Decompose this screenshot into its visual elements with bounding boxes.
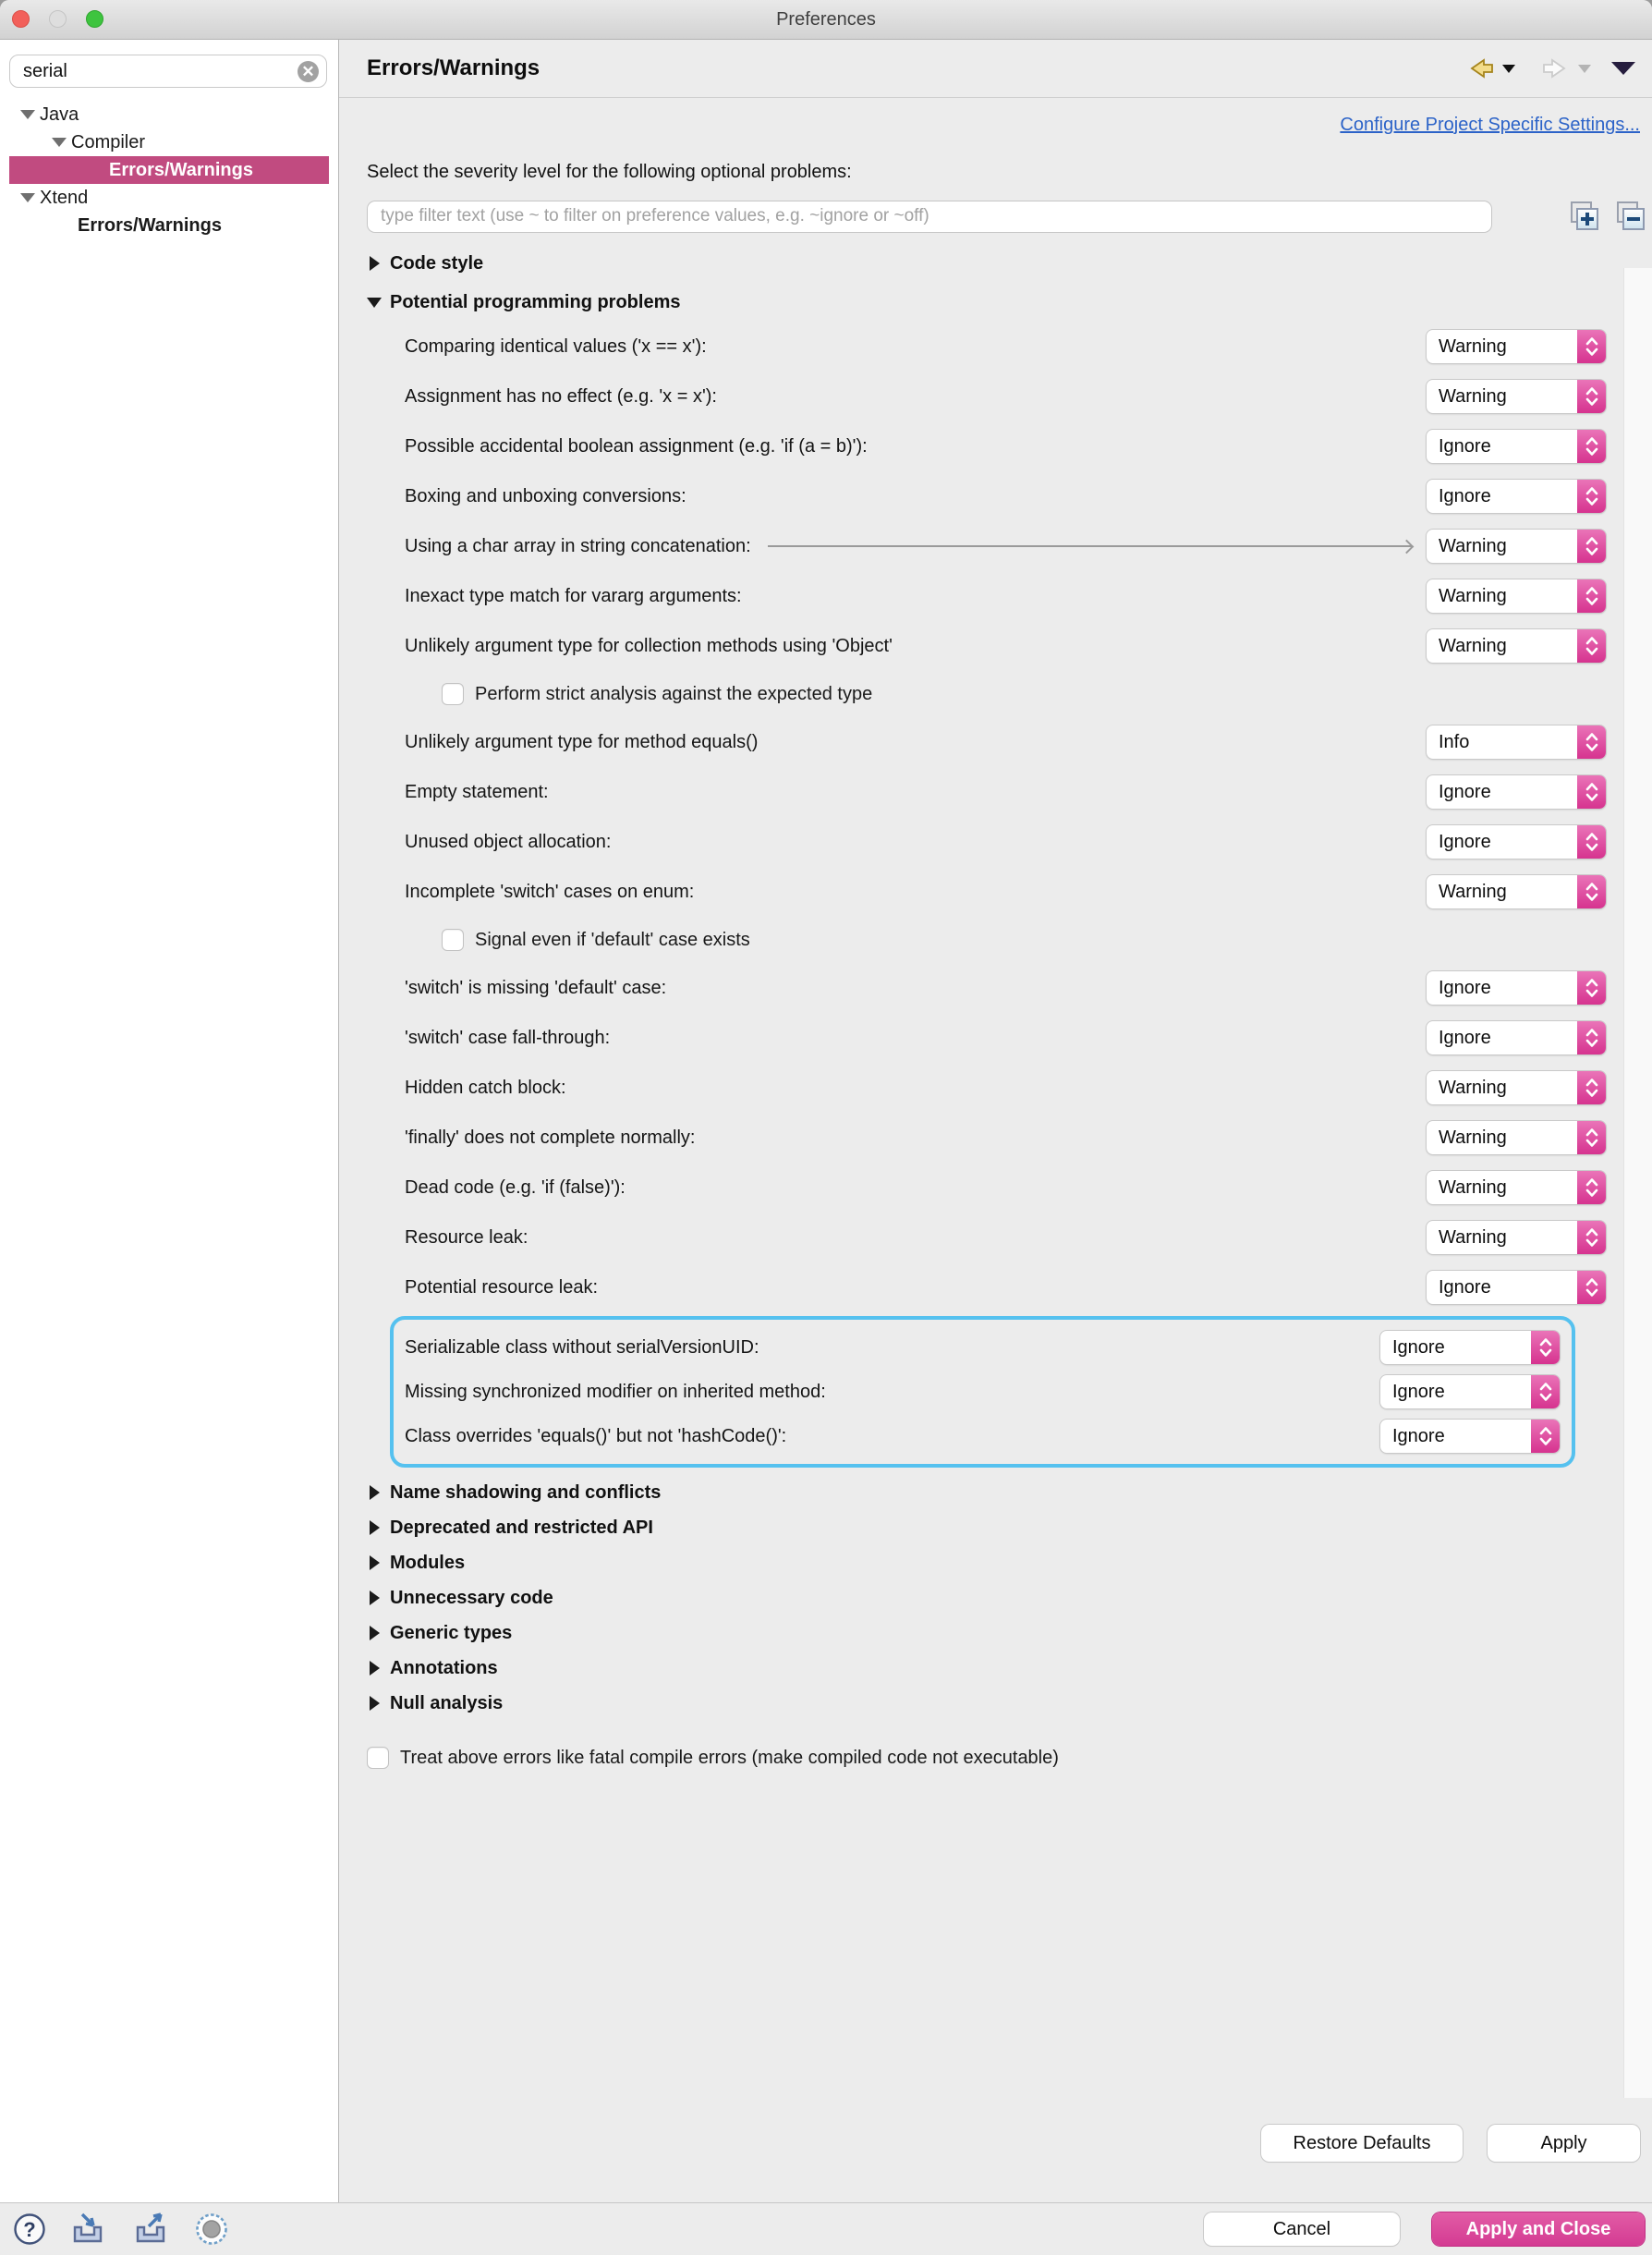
cancel-button[interactable]: Cancel [1204, 2212, 1400, 2246]
dropdown-stepper-icon [1577, 579, 1606, 613]
tree-item-label: Errors/Warnings [78, 214, 222, 236]
vertical-scrollbar[interactable] [1623, 268, 1652, 2098]
severity-row [367, 717, 1606, 767]
severity-dropdown[interactable] [1427, 629, 1606, 663]
tree-item-java[interactable] [9, 101, 329, 128]
forward-arrow-icon[interactable] [1541, 56, 1571, 80]
dropdown-stepper-icon [1577, 1271, 1606, 1304]
svg-text:?: ? [23, 2218, 36, 2241]
collapsed-twistie-icon [370, 1626, 380, 1640]
severity-value: Warning [1439, 535, 1507, 556]
problem-label: Class overrides 'equals()' but not 'hashCode()': [405, 1425, 787, 1446]
back-history-dropdown-icon[interactable] [1502, 65, 1515, 73]
severity-value: Info [1439, 731, 1470, 752]
severity-value: Ignore [1439, 831, 1491, 852]
severity-dropdown[interactable] [1427, 825, 1606, 859]
problem-label: Hidden catch block: [405, 1077, 566, 1098]
problem-label: 'switch' is missing 'default' case: [405, 977, 667, 998]
section-header[interactable] [367, 1580, 1606, 1615]
severity-dropdown[interactable] [1427, 380, 1606, 413]
problem-label: Unused object allocation: [405, 831, 612, 852]
section-label: Deprecated and restricted API [390, 1517, 653, 1538]
view-menu-icon[interactable] [1611, 62, 1635, 75]
page-header [339, 40, 1652, 98]
checkbox-label: Signal even if 'default' case exists [475, 929, 750, 950]
tree-item-xtend[interactable] [9, 184, 329, 212]
section-label: Potential programming problems [390, 291, 681, 312]
severity-value: Warning [1439, 881, 1507, 902]
section-label: Null analysis [390, 1692, 504, 1713]
severity-dropdown[interactable] [1380, 1331, 1560, 1364]
page-actions [1261, 2125, 1640, 2162]
severity-dropdown[interactable] [1427, 1021, 1606, 1054]
problem-label: 'switch' case fall-through: [405, 1027, 611, 1048]
problem-label: Resource leak: [405, 1226, 528, 1248]
annotation-arrow [768, 545, 1412, 547]
problem-label: Potential resource leak: [405, 1276, 599, 1298]
dialog-footer [0, 2202, 1652, 2255]
section-header[interactable] [367, 1545, 1606, 1580]
severity-dropdown[interactable] [1427, 480, 1606, 513]
tree-expander-icon [20, 110, 35, 119]
severity-value: Warning [1439, 1127, 1507, 1148]
dropdown-stepper-icon [1577, 430, 1606, 463]
problem-label: Incomplete 'switch' cases on enum: [405, 881, 695, 902]
dropdown-stepper-icon [1531, 1420, 1560, 1453]
export-preferences-icon[interactable] [131, 2212, 172, 2247]
severity-row [394, 1370, 1560, 1414]
zoom-window-button[interactable] [86, 10, 103, 28]
section-header[interactable] [367, 1475, 1606, 1510]
severity-value: Warning [1439, 335, 1507, 357]
severity-dropdown[interactable] [1427, 579, 1606, 613]
dropdown-stepper-icon [1577, 825, 1606, 859]
collapse-all-icon[interactable] [1613, 200, 1646, 233]
traffic-lights [12, 10, 103, 28]
severity-row [367, 471, 1606, 521]
restore-defaults-button[interactable]: Restore Defaults [1261, 2125, 1463, 2162]
problem-label: Possible accidental boolean assignment (e.g. 'if (a = b)'): [405, 435, 868, 457]
tree-item-label: Errors/Warnings [109, 159, 253, 180]
severity-row [367, 372, 1606, 421]
problem-label: Assignment has no effect (e.g. 'x = x'): [405, 385, 717, 407]
section-header[interactable] [367, 1510, 1606, 1545]
severity-value: Warning [1439, 385, 1507, 407]
tree-item-label: Compiler [71, 131, 146, 152]
dropdown-stepper-icon [1577, 629, 1606, 663]
dropdown-stepper-icon [1577, 1021, 1606, 1054]
intro-text: Select the severity level for the following optional problems: [367, 162, 852, 182]
severity-row [367, 322, 1606, 372]
severity-value: Ignore [1392, 1381, 1445, 1402]
problems-list [367, 244, 1652, 1312]
checkbox[interactable] [442, 929, 464, 951]
severity-value: Ignore [1392, 1336, 1445, 1358]
filter-row [367, 200, 1652, 233]
problem-label: Missing synchronized modifier on inherited method: [405, 1381, 826, 1402]
tree-item-errors-warnings[interactable] [9, 156, 329, 184]
highlighted-group [390, 1316, 1575, 1468]
severity-value: Warning [1439, 1226, 1507, 1248]
severity-value: Ignore [1439, 781, 1491, 802]
severity-value: Warning [1439, 635, 1507, 656]
expanded-twistie-icon [367, 298, 382, 308]
severity-value: Ignore [1439, 977, 1491, 998]
problem-label: Inexact type match for vararg arguments: [405, 585, 742, 606]
section-label: Unnecessary code [390, 1587, 553, 1608]
severity-row [367, 867, 1606, 917]
severity-row [367, 1063, 1606, 1113]
preference-search-box [9, 55, 327, 88]
dropdown-stepper-icon [1577, 330, 1606, 363]
severity-dropdown[interactable] [1427, 1271, 1606, 1304]
configure-project-settings-link[interactable]: Configure Project Specific Settings... [1340, 115, 1640, 135]
severity-dropdown[interactable] [1427, 330, 1606, 363]
minimize-window-button[interactable] [49, 10, 67, 28]
import-preferences-icon[interactable] [68, 2212, 109, 2247]
checkbox[interactable] [442, 683, 464, 705]
problem-label: 'finally' does not complete normally: [405, 1127, 696, 1148]
page-title: Errors/Warnings [367, 55, 541, 80]
severity-dropdown[interactable] [1427, 1221, 1606, 1254]
severity-value: Ignore [1439, 485, 1491, 506]
fatal-errors-label: Treat above errors like fatal compile errors (make compiled code not executable) [400, 1747, 1059, 1768]
tree-expander-icon [20, 193, 35, 202]
record-preferences-icon[interactable] [194, 2212, 229, 2247]
severity-value: Ignore [1439, 1276, 1491, 1298]
apply-button[interactable]: Apply [1488, 2125, 1640, 2162]
close-window-button[interactable] [12, 10, 30, 28]
severity-dropdown[interactable] [1427, 971, 1606, 1005]
section-header[interactable] [367, 244, 1606, 283]
severity-dropdown[interactable] [1380, 1375, 1560, 1408]
page-body [339, 98, 1652, 1769]
back-arrow-icon[interactable] [1465, 56, 1495, 80]
help-icon[interactable] [13, 2212, 46, 2246]
problem-label: Dead code (e.g. 'if (false)'): [405, 1176, 626, 1198]
problem-label: Serializable class without serialVersionUID: [405, 1336, 759, 1358]
section-header[interactable] [367, 283, 1606, 322]
dropdown-stepper-icon [1577, 1171, 1606, 1204]
tree-item-label: Xtend [40, 187, 89, 208]
sidebar [0, 40, 339, 2202]
filter-input[interactable] [367, 201, 1492, 233]
severity-row [367, 817, 1606, 867]
severity-row [367, 1113, 1606, 1163]
section-header[interactable] [367, 1615, 1606, 1651]
severity-dropdown[interactable] [1427, 1171, 1606, 1204]
content-pane [339, 40, 1652, 2202]
apply-and-close-button[interactable]: Apply and Close [1432, 2212, 1645, 2246]
collapsed-twistie-icon [370, 1661, 380, 1676]
problem-label: Unlikely argument type for collection methods using 'Object' [405, 635, 893, 656]
forward-history-dropdown-icon[interactable] [1578, 65, 1591, 73]
dropdown-stepper-icon [1577, 1071, 1606, 1104]
severity-dropdown[interactable] [1427, 1121, 1606, 1154]
titlebar[interactable] [0, 0, 1652, 40]
severity-value: Ignore [1439, 435, 1491, 457]
section-label: Annotations [390, 1657, 498, 1678]
section-header[interactable] [367, 1686, 1606, 1721]
tree-item-label: Java [40, 104, 79, 125]
collapsed-twistie-icon [370, 1696, 380, 1711]
clear-search-icon[interactable]: ✕ [298, 61, 319, 82]
severity-value: Ignore [1439, 1027, 1491, 1048]
option-checkbox-row [367, 917, 1606, 963]
severity-row [367, 621, 1606, 671]
collapsed-twistie-icon [370, 1520, 380, 1535]
problem-label: Empty statement: [405, 781, 549, 802]
severity-row [367, 1013, 1606, 1063]
section-header[interactable] [367, 1651, 1606, 1686]
severity-row [367, 963, 1606, 1013]
collapsed-sections [367, 1475, 1652, 1721]
dropdown-stepper-icon [1577, 380, 1606, 413]
dropdown-stepper-icon [1531, 1331, 1560, 1364]
dropdown-stepper-icon [1531, 1375, 1560, 1408]
severity-dropdown[interactable] [1380, 1420, 1560, 1453]
severity-row [367, 1163, 1606, 1213]
tree-item-compiler[interactable] [9, 128, 329, 156]
severity-dropdown[interactable] [1427, 430, 1606, 463]
window-title: Preferences [776, 9, 876, 30]
option-checkbox-row [367, 671, 1606, 717]
section-label: Code style [390, 252, 484, 274]
fatal-errors-row [367, 1747, 1652, 1769]
severity-value: Warning [1439, 1176, 1507, 1198]
search-input[interactable] [12, 61, 298, 82]
problem-label: Boxing and unboxing conversions: [405, 485, 686, 506]
dropdown-stepper-icon [1577, 971, 1606, 1005]
severity-value: Warning [1439, 585, 1507, 606]
severity-row [394, 1414, 1560, 1458]
severity-row [394, 1325, 1560, 1370]
expand-all-icon[interactable] [1567, 200, 1600, 233]
section-label: Modules [390, 1552, 466, 1573]
collapsed-twistie-icon [370, 1591, 380, 1605]
dropdown-stepper-icon [1577, 530, 1606, 563]
dropdown-stepper-icon [1577, 725, 1606, 759]
severity-dropdown[interactable] [1427, 530, 1606, 563]
dropdown-stepper-icon [1577, 1221, 1606, 1254]
collapsed-twistie-icon [370, 256, 380, 271]
severity-dropdown[interactable] [1427, 1071, 1606, 1104]
severity-row [367, 1262, 1606, 1312]
dropdown-stepper-icon [1577, 775, 1606, 809]
checkbox-label: Perform strict analysis against the expected type [475, 683, 873, 704]
history-nav [1465, 56, 1635, 80]
severity-dropdown[interactable] [1427, 775, 1606, 809]
preference-tree [0, 101, 338, 239]
section-label: Generic types [390, 1622, 513, 1643]
severity-row [367, 571, 1606, 621]
severity-dropdown[interactable] [1427, 725, 1606, 759]
problem-label: Comparing identical values ('x == x'): [405, 335, 707, 357]
problem-label: Using a char array in string concatenation: [405, 535, 751, 556]
problem-label: Unlikely argument type for method equals() [405, 731, 759, 752]
severity-row [367, 767, 1606, 817]
tree-expander-icon [52, 138, 67, 147]
severity-row [367, 521, 1606, 571]
collapsed-twistie-icon [370, 1485, 380, 1500]
section-label: Name shadowing and conflicts [390, 1481, 662, 1503]
fatal-errors-checkbox[interactable] [367, 1747, 389, 1769]
collapsed-twistie-icon [370, 1555, 380, 1570]
severity-value: Warning [1439, 1077, 1507, 1098]
main-area [0, 40, 1652, 2202]
dropdown-stepper-icon [1577, 480, 1606, 513]
dropdown-stepper-icon [1577, 1121, 1606, 1154]
severity-row [367, 421, 1606, 471]
severity-value: Ignore [1392, 1425, 1445, 1446]
severity-dropdown[interactable] [1427, 875, 1606, 908]
dropdown-stepper-icon [1577, 875, 1606, 908]
severity-row [367, 1213, 1606, 1262]
tree-item-errors-warnings[interactable] [9, 212, 329, 239]
